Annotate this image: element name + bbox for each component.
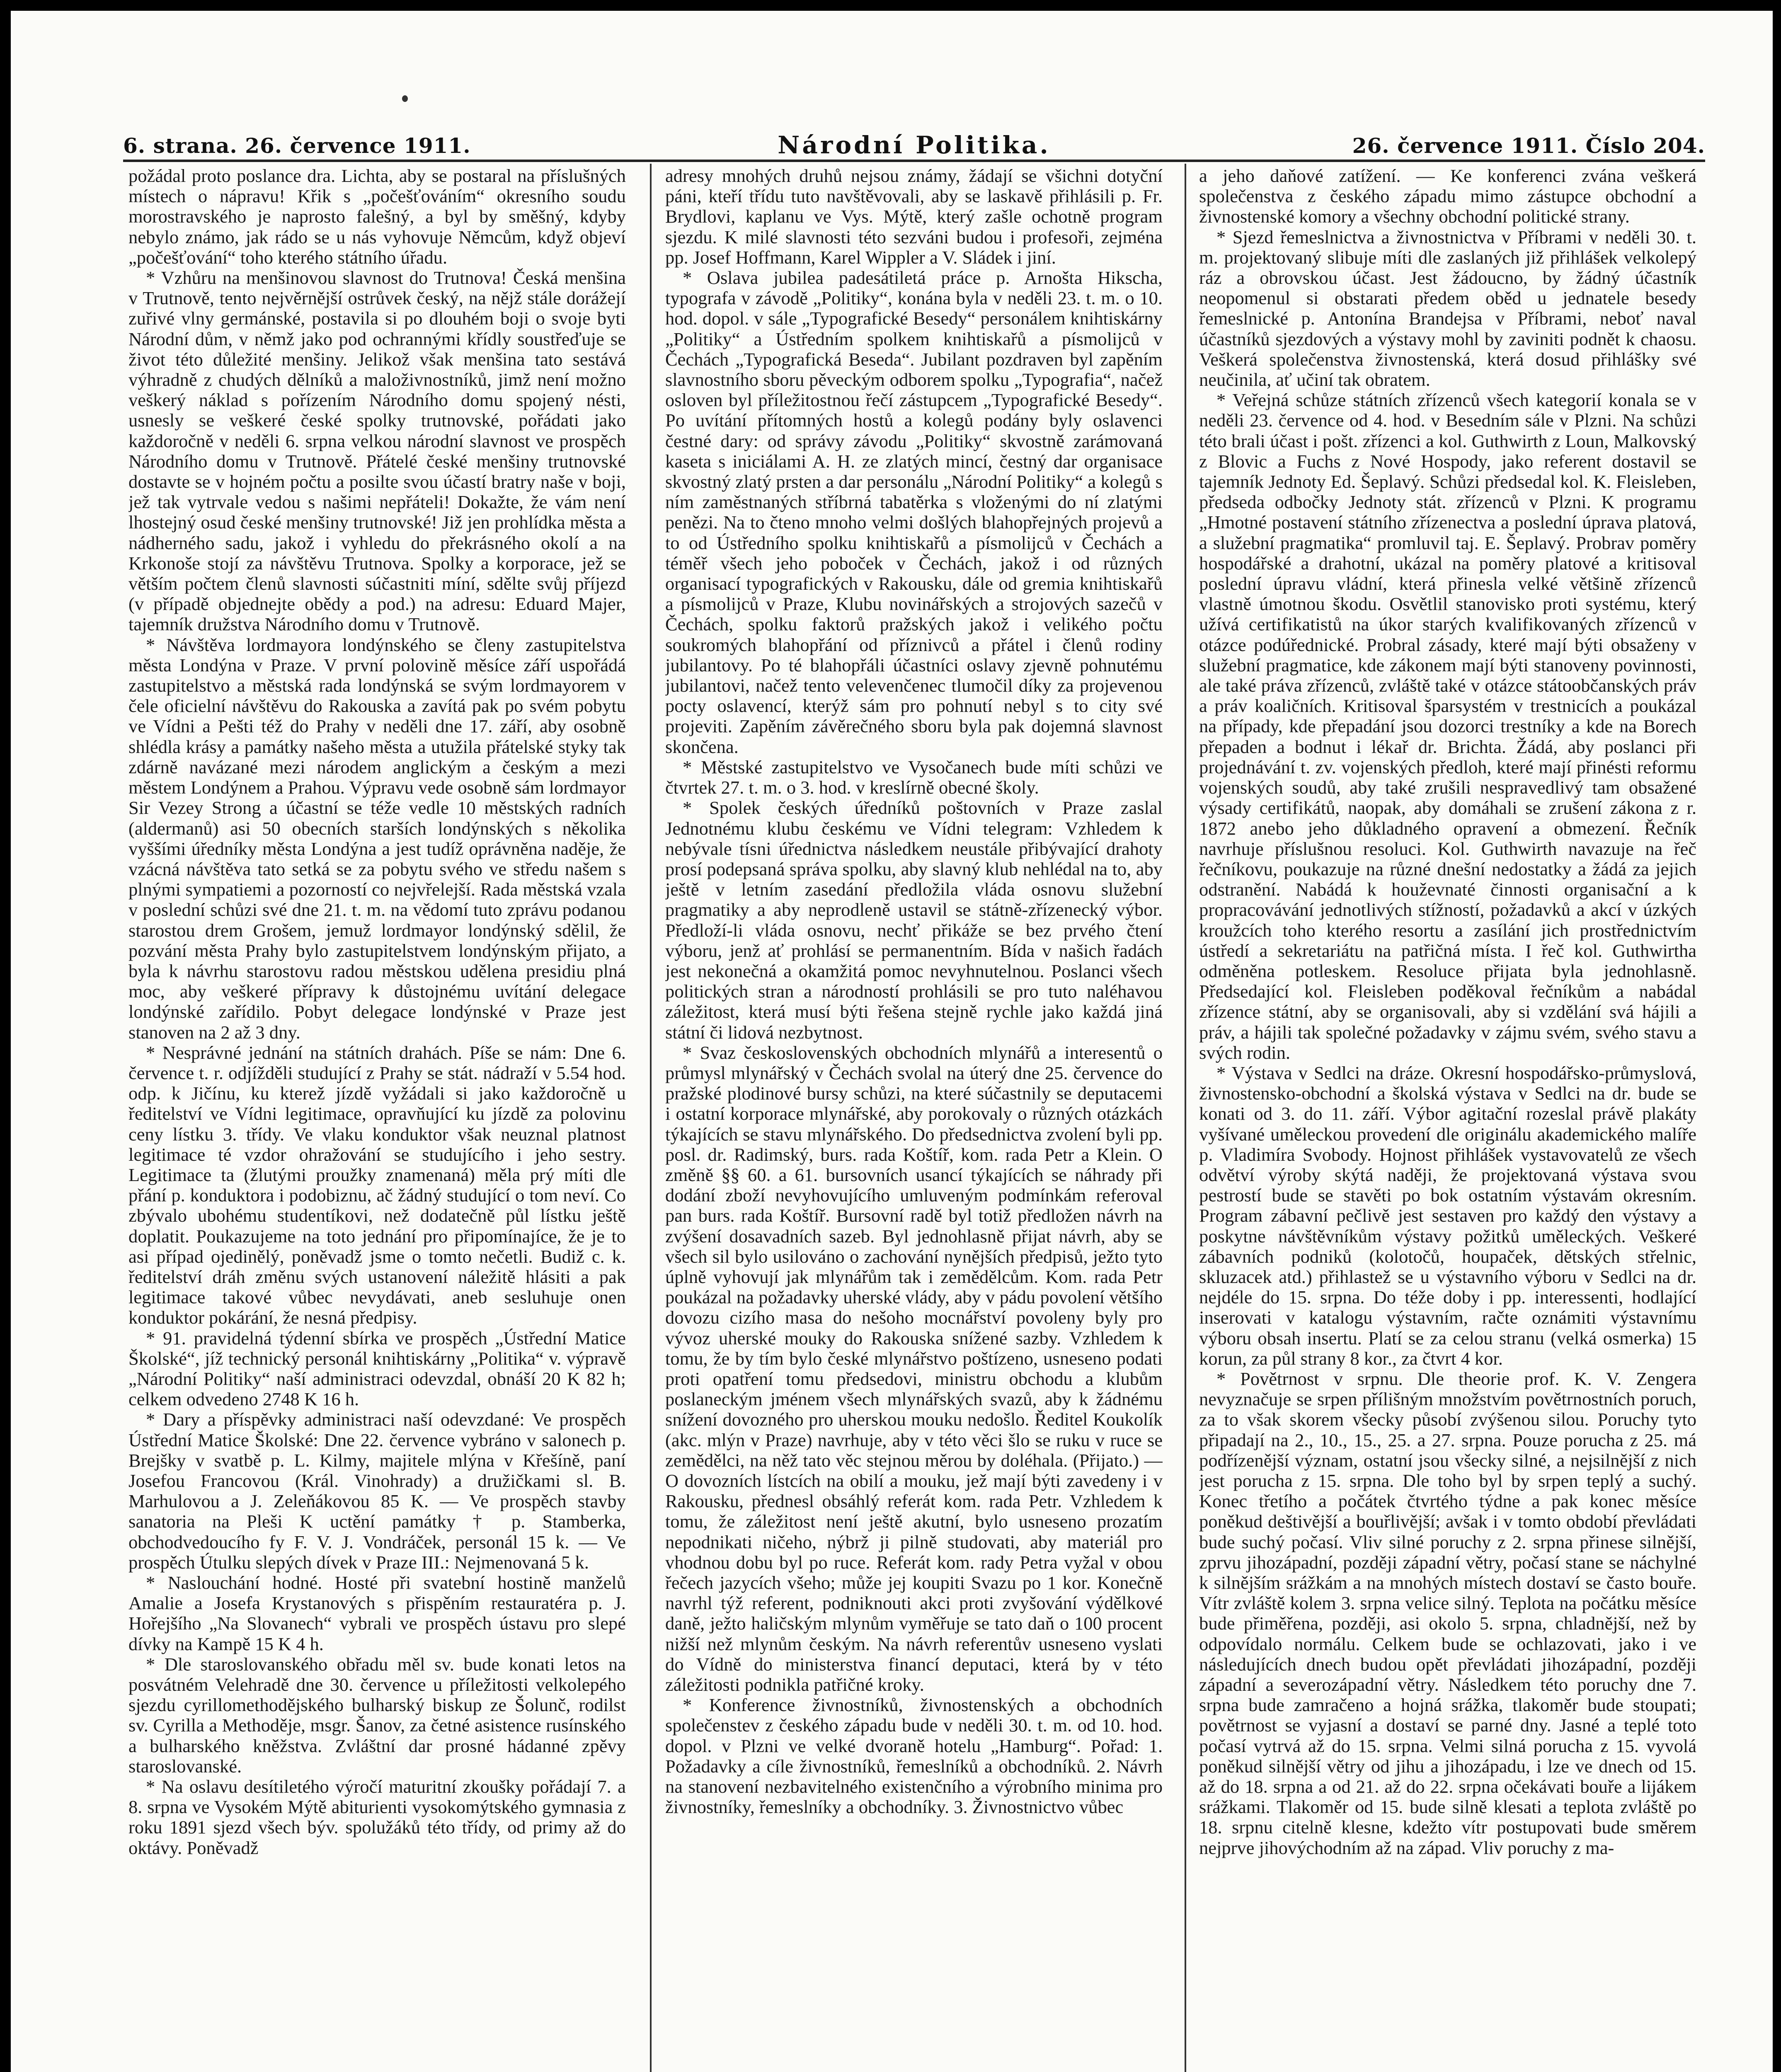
paragraph: * Naslouchání hodné. Hosté při svatební hostině manželů Amalie a Josefa Krystanových s přispěním restauratéra p. J. Hořejšího „Na Slovanech“ vybrali ve prospěch ústavu pro slepé dívky na Kampě 15 K 4 h. — [128, 1572, 626, 1654]
paragraph: * 91. pravidelná týdenní sbírka ve prospěch „Ústřední Matice Školské“, jíž technický personál knihtiskárny „Politika“ v. výpravě „Národní Politiky“ naší administraci odevzdal, obnáší 20 K 82 h; celkem odvedeno 2748 K 16 h. — [128, 1327, 626, 1410]
text-column-2 — [665, 166, 1163, 2072]
column-rule — [1185, 164, 1186, 2072]
paragraph: * Veřejná schůze státních zřízenců všech kategorií konala se v neděli 23. července od 4. hod. v Besedním sále v Plzni. Na schůzi této brali účast i pošt. zřízenci a kol. Guthwirth z Loun, Malkovský z Blovic a Fuchs z Nové Hospody, jako referent dostavil se tajemník Jednoty Ed. Šeplavý. Schůzi předsedal kol. K. Fleisleben, předseda odbočky Jednoty stát. zřízenců v Plzni. K programu „Hmotné postavení státního zřízenectva a poslední úprava platová, a služební pragmatika“ promluvil taj. E. Šeplavý. Probrav poměry hospodářské a drahotní, ukázal na poměry platové a kritisoval poslední úpravu vládní, která přinesla velké většině zřízenců vlastně úmotnou škodu. Osvětlil stanovisko proti systému, který užívá certifikatistů na úkor starých kvalifikovaných zřízenců v otázce podúřednické. Probral zásady, které mají býti obsaženy v služební pragmatice, kde zákonem mají býti stanoveny povinnosti, ale také práva zřízenců, zvláště také v otázce státoobčanských práv a práv koaličních. Kritisoval šparsystém v trestnicích a poukázal na případy, kde přepadání jsou dozorci trestníky a kde na Borech přepaden a bodnut i lékař dr. Brichta. Žádá, aby poslanci při projednávání t. zv. vojenských předloh, které mají přinésti reformu vojenských soudů, aby také zrušili nespravedlivý tam obsažené výsady certifikátů, naopak, aby domáhali se zrušení zákona z r. 1872 anebo jeho důkladného opravení a obmezení. Řečník navrhuje příslušnou resoluci. Kol. Guthwirth navazuje na řeč řečníkovu, poukazuje na různé dnešní nedostatky a žádá za jejich odstranění. Nabádá k houževnaté činnosti organisační a k propracovávání jednotlivých stížností, požadavků a akcí v úzkých kroužcích toho kterého resortu a zasílání jich prostřednictvím ústředí a sekretariátu na patřičná místa. I řeč kol. Guthwirtha odměněna potleskem. Resoluce přijata byla jednohlasně. Předsedající kol. Fleisleben poděkoval řečníkům a nabádal zřízence státní, aby se organisovali, aby si vzdělání svá hájili a práv, a hájili tak společné požadavky v zájmu svém, svého stavu a svých rodin. — [1199, 390, 1696, 1063]
paragraph: * Městské zastupitelstvo ve Vysočanech bude míti schůzi ve čtvrtek 27. t. m. o 3. hod. v kreslírně obecné školy. — [665, 756, 1163, 798]
paragraph: * Dle staroslovanského obřadu měl sv. bude konati letos na posvátném Velehradě dne 30. července u příležitosti velkolepého sjezdu cyrillomethodějského bulharský biskup ze Šolunč, rodilst sv. Cyrilla a Methoděje, msgr. Šanov, za četné asistence rusínského a bulharského kněžstva. Zvláštní dar prosné hádanné zpěvy staroslovanské. — [128, 1653, 626, 1777]
paragraph: * Návštěva lordmayora londýnského se členy zastupitelstva města Londýna v Praze. V první polovině měsíce září uspořádá zastupitelstvo a městská rada londýnská se svým lordmayorem v čele oficielní návštěvu do Rakouska a zavítá pak po svém pobytu ve Vídni a Pešti též do Prahy v neděli dne 17. září, aby osobně shlédla krásy a památky našeho města a utužila přátelské styky tak zdárně navázané mezi národem anglickým a českým a mezi městem Londýnem a Prahou. Výpravu vede osobně sám lordmayor Sir Vezey Strong a účastní se téže vedle 10 městských radních (aldermanů) asi 50 obecních starších londýnských s několika vyššími úředníky města Londýna a jest tudíž oprávněna naděje, že vzácná návštěva tato setká se za pobytu svého ve středu našem s plnými sympatiemi a pozorností co nejvřelejší. Rada městská vzala v poslední schůzi své dne 21. t. m. na vědomí tuto zprávu podanou starostou drem Grošem, jemuž lordmayor londýnský sdělil, že pozvání města Prahy bylo zastupitelstvem londýnským přijato, a byla k návrhu starostovu radou městskou udělena presidiu plná moc, aby veškeré přípravy k důstojnému uvítání delegace londýnské zařídilo. Pobyt delegace londýnské v Praze jest stanoven na 2 až 3 dny. — [128, 634, 626, 1043]
masthead-title: Národní Politika. — [778, 131, 1051, 159]
paragraph: adresy mnohých druhů nejsou známy, žádají se všichni dotyční páni, kteří třídu tuto navštěvovali, aby se laskavě přihlásili p. Fr. Brydlovi, kaplanu ve Vys. Mýtě, který zašle ochotně program sjezdu. K milé slavnosti této sezváni budou i profesoři, zejména pp. Josef Hoffmann, Karel Wippler a V. Sládek i jiní. — [665, 166, 1163, 268]
paragraph: * Vzhůru na menšinovou slavnost do Trutnova! Česká menšina v Trutnově, tento nejvěrnější ostrůvek český, na nějž stále dorážejí zuřivé vlny germánské, postavila si po dlouhém boji o svoje byti Národní dům, v němž jako pod ochrannými křídly soustřeďuje se život této důležité menšiny. Jelikož však menšina tato sestává výhradně z chudých dělníků a maloživnostníků, jimž není možno veškerý náklad s pořízením Národního domu spojený nésti, usnesly se veškeré české spolky trutnovské, pořádati jako každoročně v neděli 6. srpna velkou národní slavnost ve prospěch Národního domu v Trutnově. Přátelé české menšiny trutnovské dostavte se v hojném počtu a posilte svou účastí bratry naše v boji, jež tak vytrvale vedou s našimi nepřáteli! Dokažte, že vám není lhostejný osud české menšiny trutnovské! Již jen prohlídka města a nádherného sadu, jakož i vyhledu do překrásného okolí a na Krkonoše stojí za návštěvu Trutnova. Spolky a korporace, jež se větším počtem členů slavnosti súčastniti míní, sdělte svůj příjezd (v případě objednejte obědy a pod.) na adresu: Eduard Majer, tajemník družstva Národního domu v Trutnově. — [128, 267, 626, 635]
header-date-issue: 26. července 1911. Číslo 204. — [1352, 133, 1705, 158]
paragraph: * Konference živnostníků, živnostenských a obchodních společenstev z českého západu bude v neděli 30. t. m. od 10. hod. dopol. v Plzni ve velké dvoraně hotelu „Hamburg“. Pořad: 1. Požadavky a cíle živnostníků, řemeslníků a obchodníků. 2. Návrh na stanovení nezbavitelného existenčního a výrobního minima pro živnostníky, řemeslníky a obchodníky. 3. Živnostnictvo vůbec — [665, 1694, 1163, 1818]
paragraph: * Sjezd řemeslnictva a živnostnictva v Příbrami v neděli 30. t. m. projektovaný slibuje míti dle zaslaných již přihlášek velkolepý ráz a obrovskou účast. Jest žádoucno, by žádný účastník neopomenul si obstarati předem oběd u jednatele besedy řemeslnické p. Antonína Brandejsa v Příbrami, neboť naval účastníků sjezdových a výstavy mohl by zaviniti podnět k chaosu. Veškerá společenstva živnostenská, která dosud přihlášky své neučinila, ať učiní tak obratem. — [1199, 226, 1696, 390]
paragraph: požádal proto poslance dra. Lichta, aby se postaral na příslušných místech o nápravu! Křik s „počešťováním“ okresního soudu morostravského je naprosto falešný, a byl by směšný, kdyby nebylo známo, jak rádo se u nás vyhovuje Němcům, když objeví „počešťování“ toho kterého státního úřadu. — [128, 166, 626, 268]
paragraph: * Svaz československých obchodních mlynářů a interesentů o průmysl mlynářský v Čechách svolal na úterý dne 25. července do pražské plodinové bursy schůzi, na které súčastnily se deputacemi i ostatní korporace mlynářské, aby porokovaly o různých otázkách týkajících se stavu mlynářského. Do předsednictva zvolení byli pp. posl. dr. Radimský, burs. rada Koštíř, kom. rada Petr a Klein. O změně §§ 60. a 61. bursovních usancí týkajících se náhrady při dodání zboží nevyhovujícího umluveným podmínkám referoval pan burs. rada Koštíř. Bursovní radě byl totiž předložen návrh na zvýšení dosavadních sazeb. Byl jednohlasně přijat návrh, aby se všech sil bylo usilováno o zachování nynějších předpisů, ježto tyto úplně vyhovují jak mlynářům tak i zemědělcům. Kom. rada Petr poukázal na požadavky uherské vlády, aby v pádu povolení většího dovozu cizího masa do nešoho mocnářství povoleny byly pro vývoz uherské mouky do Rakouska snížené sazby. Vzhledem k tomu, že by tím bylo české mlynářstvo poštízeno, usneseno podati proti opatření tomu předsedovi, ministru obchodu a klubům poslaneckým jménem všech mlynářských svazů, aby k žádnému snížení dovozného pro uherskou mouku nedošlo. Ředitel Koukolík (akc. mlýn v Praze) navrhuje, aby v této věci šlo se ruku v ruce se zemědělci, na něž tato věc stejnou měrou by doléhala. (Přijato.) — O dovozních lístcích na obilí a mouku, jež mají býti zavedeny i v Rakousku, přednesl obsáhlý referát kom. rada Petr. Vzhledem k tomu, že záležitost není ještě akutní, bylo usneseno prozatím nepodnikati ničeho, nýbrž ji pilně studovati, aby materiál pro vhodnou dobu byl po ruce. Referát kom. rady Petra vyžal v obou řečech jazycích všeho; může jej koupiti Svazu po 1 kor. Konečně navrhl týž referent, podniknouti akci proti zvyšování výdělkové daně, ježto haličským mlynům vyměřuje se tato daň o 100 procent nižší než mlynům českým. Na návrh referentův usneseno vyslati do Vídně do ministerstva financí deputaci, která by v této záležitosti podnikla patřičné kroky. — [665, 1042, 1163, 1695]
text-column-1 — [128, 166, 626, 2072]
paragraph: * Na oslavu desítiletého výročí maturitní zkoušky pořádají 7. a 8. srpna ve Vysokém Mýtě abiturienti vysokomýtského gymnasia z roku 1891 sjezd všech býv. spolužáků této třídy, od primy až do oktávy. Poněvadž — [128, 1776, 626, 1858]
paragraph: * Oslava jubilea padesátiletá práce p. Arnošta Hikscha, typografa v závodě „Politiky“, konána byla v neděli 23. t. m. o 10. hod. dopol. v sále „Typografické Besedy“ personálem knihtiskárny „Politiky“ a Ústředním spolkem knihtiskařů a písmolijců v Čechách „Typografická Beseda“. Jubilant pozdraven byl zapěním slavnostního sboru pěveckým odborem spolku „Typografia“, načež osloven byl příležitostnou řečí zástupcem „Typografické Besedy“. Po uvítání přítomných hostů a kolegů podány byly oslavenci čestné dary: od správy závodu „Politiky“ skvostně zarámovaná kaseta s iniciálami A. H. ze zlatých mincí, čestný dar organisace skvostný zlatý prsten a dar personálu „Národní Politiky“ a kolegů s ním zaměstnaných stříbrná tabatěrka s vloženými do ní zlatými penězi. Na to čteno mnoho velmi došlých blahopřejných projevů a to od Ústředního spolku knihtiskařů a písmolijců v Čechách a téměř všech jeho poboček v Čechách, jakož i od různých organisací typografických v Rakousku, dále od gremia knihtiskařů a písmolijců v Praze, Klubu novinářských a strojových sazečů v Čechách, spolku faktorů pražských jakož i velikého počtu soukromých blahopřání od příznivců a přátel i členů rodiny jubilantovy. Po té blahopřáli účastníci oslavy zjevně pohnutému jubilantovi, načež tento velevenčenec tlumočil díky za projevenou pocty oslavencí, kterýž sám pro pohnutí nebyl s to city své projeviti. Zapěním závěrečného sboru byla pak dojemná slavnost skončena. — [665, 267, 1163, 757]
paragraph: * Spolek českých úředníků poštovních v Praze zaslal Jednotnému klubu českému ve Vídni telegram: Vzhledem k nebývale tísni úřednictva následkem neustále přibývající drahoty prosí podepsaná správa spolku, aby slavný klub nehlédal na to, aby ještě v letním zasedání předložila vláda osnovu služební pragmatiky a aby neprodleně ustavil se státně-zřízenecký výbor. Předloží-li vláda osnovu, nechť přikáže se bez prvého čtení výboru, jenž ať prohlásí se permanentním. Bída v našich řadách jest nekonečná a okamžitá pomoc nevyhnutelnou. Poslanci všech politických stran a národností prohlásili se pro tuto naléhavou záležitost, která musí býti řešena stejně rychle jako každá jiná státní či lidová nezbytnost. — [665, 797, 1163, 1043]
page-header — [123, 131, 1705, 160]
paragraph: * Výstava v Sedlci na dráze. Okresní hospodářsko-průmyslová, živnostensko-obchodní a školská výstava v Sedlci na dr. bude se konati od 3. do 11. září. Výbor agitační rozeslal právě plakáty vyšívané uměleckou provedení dle originálu akademického malíře p. Vladimíra Svobody. Hojnost přihlášek vystavovatelů ze všech odvětví výroby skýtá naději, že projektovaná výstava svou pestrostí bude se stavěti po bok ostatním výstavám okresním. Program zábavní pečlivě jest sestaven pro každý den výstavy a poskytne návštěvníkům výstavy požitků uměleckých. Veškeré zábavních podniků (kolotočů, houpaček, dětských střelnic, skluzacek atd.) přihlastež se u výstavního výboru v Sedlci na dr. nejdéle do 15. srpna. Do téže doby i pp. interessenti, hodlající inserovati v katalogu výstavním, račte oznámiti výstavnímu výboru obsah insertu. Platí se za celou stranu (velká osmerka) 15 korun, za půl strany 8 kor., za čtvrt 4 kor. — [1199, 1062, 1696, 1369]
ink-smudge — [402, 95, 408, 102]
paragraph: a jeho daňové zatížení. — Ke konferenci zvána veškerá společenstva z českého západu mimo zástupce obchodní a živnostenské komory a všechny obchodní politické strany. — [1199, 166, 1696, 227]
header-rule — [123, 160, 1705, 162]
paragraph: * Nesprávné jednání na státních drahách. Píše se nám: Dne 6. července t. r. odjížděli studující z Prahy se stát. nádraží v 5.54 hod. odp. k Jičínu, ku kterež jízdě vyžádali si jako každoročně u ředitelství ve Vídni legitimace, opravňující ku jízdě za polovinu ceny lístku 3. třídy. Ve vlaku konduktor však neuznal platnost legitimace té vzdor ohražování se studujícího i jeho sestry. Legitimace ta (žlutými proužky znamenaná) měla prý míti dle přání p. konduktora i podobiznu, ač žádný studující o tom neví. Co zbývalo ubohému studentíkovi, než dodatečně půl lístku ještě doplatit. Poukazujeme na toto jednání pro připomínajíce, že je to asi případ ojedinělý, poněvadž jsme o tomto nečetli. Budiž c. k. ředitelství dráh změnu svých ustanovení náležitě hlásiti a pak legitimace takové vůbec nevydávati, aneb sesluhuje onen konduktor pokárání, že nesná předpisy. — [128, 1042, 626, 1328]
column-rule — [650, 164, 652, 2072]
header-page-date: 6. strana. 26. července 1911. — [123, 133, 471, 158]
text-column-3 — [1199, 166, 1696, 2072]
paragraph: * Povětrnost v srpnu. Dle theorie prof. K. V. Zengera nevyznačuje se srpen přílišným množstvím povětrnostních poruch, za to však skorem všecky působí zvýšenou silou. Poruchy tyto připadají na 2., 10., 15., 25. a 27. srpna. Pouze porucha z 25. má podřízenější význam, ostatní jsou všecky silné, a nejsilnější z nich jest porucha z 15. srpna. Dle toho byl by srpen teplý a suchý. Konec třetího a počátek čtvrtého týdne a pak konec měsíce poněkud deštivější a bouřlivější; avšak i v tomto období převládati bude suchý počasí. Vliv silné poruchy z 2. srpna přinese silnější, zprvu jihozápadní, později západní větry, počasí stane se náchylné k silnějším srážkám a na mnohých místech dostaví se často bouře. Vítr zvláště kolem 3. srpna velice silný. Teplota na počátku měsíce bude přiměřena, později, asi okolo 5. srpna, chladnější, než by odpovídalo normálu. Celkem bude se ochlazovati, jako i ve následujících dnech budou opět převládati jihozápadní, později západní a severozápadní větry. Následkem této poruchy dne 7. srpna bude zamračeno a hojná srážka, tlakoměr bude stoupati; povětrnost se vyjasní a dostaví se parné dny. Jasné a teplé toto počasí vytrvá až do 15. srpna. Velmi silná porucha z 15. vyvolá poněkud silnější větry od jihu a jihozápadu, i lze ve dnech od 15. až do 18. srpna a od 21. až do 22. srpna očekávati bouře a lijákem srážkami. Tlakoměr od 15. bude silně klesati a teplota zvláště po 18. srpnu citelně klesne, kdežto vítr postupovati bude směrem nejprve jihovýchodním až na západ. Vliv poruchy z ma- — [1199, 1368, 1696, 1858]
paragraph: * Dary a příspěvky administraci naší odevzdané: Ve prospěch Ústřední Matice Školské: Dne 22. července vybráno v salonech p. Brejšky v svatbě p. L. Kilmy, majitele mlýna v Křešíně, paní Josefou Francovou (Král. Vinohrady) a družičkami sl. B. Marhulovou a J. Zeleňákovou 85 K. — Ve prospěch stavby sanatoria na Pleši K uctění památky † p. Stamberka, obchodvedoucího fy F. V. J. Vondráček, personál 15 k. — Ve prospěch Útulku slepých dívek v Praze III.: Nejmenovaná 5 k. — [128, 1409, 626, 1573]
